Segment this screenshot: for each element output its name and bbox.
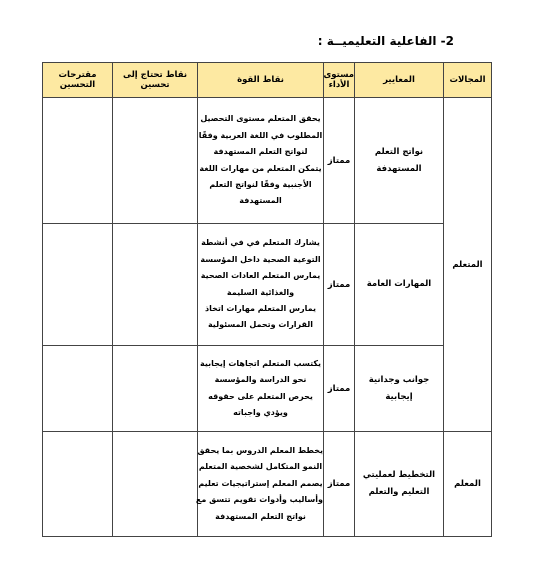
header-domains: المجالات [444, 63, 492, 98]
strengths-cell [198, 224, 324, 346]
needs-cell [113, 224, 198, 346]
header-suggestions: مقترحات التحسين [43, 63, 113, 98]
table-row [43, 346, 492, 432]
strength-line: القرارات وتحمل المسئولية [207, 320, 314, 330]
needs-cell [113, 346, 198, 432]
criterion-line: نواتج التعلم [374, 146, 424, 157]
suggestions-cell [43, 224, 113, 346]
suggestions-cell [43, 432, 113, 537]
evaluation-table [42, 62, 492, 537]
strength-line: يشارك المتعلم في في أنشطة [201, 238, 320, 248]
criterion-line: جوانب وجدانية [368, 374, 430, 385]
criterion-cell [355, 224, 444, 346]
level-cell: ممتاز [324, 98, 355, 224]
header-row [43, 63, 492, 98]
level-cell: ممتاز [324, 224, 355, 346]
strength-line: نحو الدراسة والمؤسسة [214, 375, 307, 385]
strength-line: يخطط المعلم الدروس بما يحقق [197, 446, 323, 456]
level-cell: ممتاز [324, 346, 355, 432]
strength-line: ويؤدي واجباته [233, 407, 288, 417]
criterion-line: التعليم والتعلم [368, 487, 430, 497]
suggestions-cell [43, 98, 113, 224]
strength-line: يتمكن المتعلم من مهارات اللغة [199, 163, 322, 173]
strength-line: يحرص المتعلم على حقوقه [208, 391, 313, 401]
table-row [43, 432, 492, 537]
strength-line: النمو المتكامل لشخصية المتعلم [198, 462, 323, 472]
criterion-line: التخطيط لعمليتي [362, 470, 436, 480]
strength-line: يكتسب المتعلم اتجاهات إيجابية [199, 358, 322, 368]
strengths-cell [198, 346, 324, 432]
strength-line: يمارس المتعلم مهارات اتخاذ [204, 303, 317, 313]
strength-line: التوعية الصحية داخل المؤسسة [200, 254, 321, 264]
strength-line: لنواتج التعلم المستهدفة [213, 147, 308, 157]
criterion-line: المستهدفة [376, 163, 422, 174]
level-cell: ممتاز [324, 432, 355, 537]
criterion-line: المهارات العامة [366, 279, 432, 289]
strength-line: يمارس المتعلم العادات الصحية [200, 271, 321, 281]
header-needs: نقاط تحتاج إلى تحسين [113, 63, 198, 98]
table-row [43, 224, 492, 346]
criterion-cell [355, 432, 444, 537]
strength-line: المطلوب في اللغة العربية وفقًا [198, 130, 323, 140]
strength-line: المستهدفة [239, 196, 282, 206]
strengths-cell [195, 432, 324, 537]
domain-learner: المتعلم [444, 98, 492, 432]
strength-line: يحقق المتعلم مستوى التحصيل [200, 114, 321, 124]
strengths-cell [198, 98, 324, 224]
criterion-line: إيجابية [385, 391, 413, 402]
section-title: 2- الفاعلية التعليميــة : [317, 34, 454, 48]
strength-line: يصمم المعلم إستراتيجيات تعليم [198, 478, 323, 488]
header-level: مستوى الأداء [324, 63, 355, 98]
strength-line: والغذائية السليمة [226, 287, 295, 297]
strength-line: وأساليب وأدوات تقويم تتسق مع [195, 495, 323, 505]
domain-teacher: المعلم [444, 432, 492, 537]
needs-cell [113, 432, 198, 537]
table-row [43, 98, 492, 224]
criterion-cell [355, 98, 444, 224]
needs-cell [113, 98, 198, 224]
strength-line: الأجنبية وفقًا لنواتج التعلم [209, 179, 312, 189]
criterion-cell [355, 346, 444, 432]
strength-line: نواتج التعلم المستهدفة [215, 511, 306, 521]
header-strengths: نقاط القوة [198, 63, 324, 98]
header-criteria: المعايير [355, 63, 444, 98]
suggestions-cell [43, 346, 113, 432]
